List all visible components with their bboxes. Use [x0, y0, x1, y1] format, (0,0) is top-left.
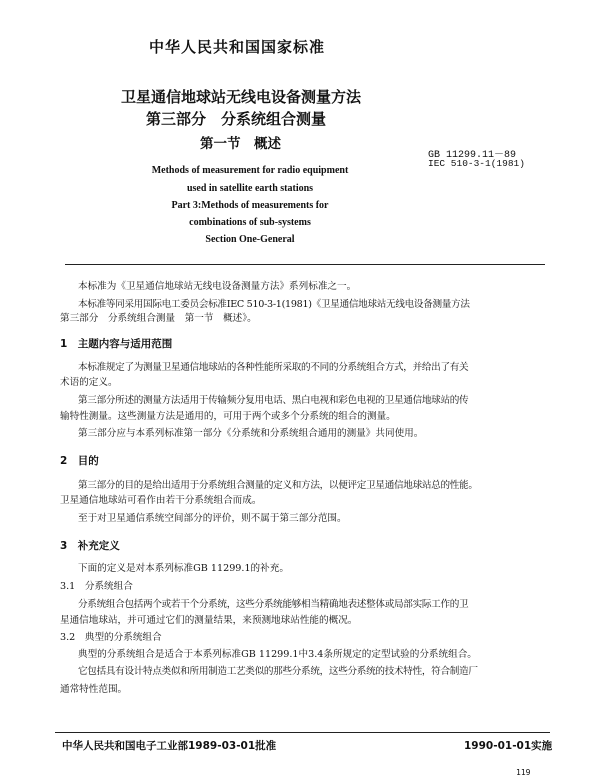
section-1-paragraph-2-line-1: 第三部分所述的测量方法适用于传输频分复用电话、黑白电视和彩色电视的卫星通信地球站的传 [78, 395, 469, 406]
section-3-2-line-1: 典型的分系统组合是适合于本系列标准GB 11299.1中3.4条所规定的定型试验的分系统组合。 [78, 649, 477, 660]
intro-paragraph-1: 本标准为《卫星通信地球站无线电设备测量方法》系列标准之一。 [78, 281, 357, 292]
section-3-1-line-2: 星通信地球站，并可通过它们的测量结果，来预测地球站性能的概况。 [60, 615, 358, 626]
english-title-line-1: Methods of measurement for radio equipment [151, 165, 349, 176]
header-divider [65, 264, 545, 265]
footer-divider [55, 732, 550, 733]
section-3-2-line-3: 通常特性范围。 [60, 684, 128, 695]
intro-paragraph-2-line-2: 第三部分 分系统组合测量 第一节 概述》。 [60, 313, 257, 324]
iec-number: IEC 510-3-1(1981) [428, 158, 525, 169]
section-1-paragraph-2-line-2: 输特性测量。这些测量方法是通用的，可用于两个或多个分系统的组合的测量。 [60, 411, 396, 422]
section-3-1-line-1: 分系统组合包括两个或若干个分系统，这些分系统能够相当精确地表述整体或局部实际工作的卫 [78, 599, 469, 610]
national-standard-label: 中华人民共和国国家标准 [149, 38, 326, 56]
english-title-line-5: Section One-General [205, 234, 295, 245]
implementation-date: 1990-01-01实施 [464, 740, 553, 752]
section-1-paragraph-1-line-2: 术语的定义。 [60, 377, 118, 388]
section-3-2-heading: 3.2 典型的分系统组合 [60, 632, 162, 643]
section-3-paragraph-1: 下面的定义是对本系列标准GB 11299.1的补充。 [78, 563, 289, 574]
section-2-paragraph-2: 至于对卫星通信系统空间部分的评价，则不属于第三部分范围。 [78, 513, 347, 524]
section-1-paragraph-3: 第三部分应与本系列标准第一部分《分系统和分系统组合通用的测量》共同使用。 [78, 428, 424, 439]
page-number: 119 [516, 768, 531, 777]
section-2-heading: 2 目的 [60, 455, 99, 467]
section-1-heading: 1 主题内容与适用范围 [60, 338, 173, 350]
section-3-1-heading: 3.1 分系统组合 [60, 581, 133, 592]
section-3-heading: 3 补充定义 [60, 540, 120, 552]
title-line-2: 第三部分 分系统组合测量 [146, 110, 327, 128]
standard-number: GB 11299.11－89 [428, 150, 517, 161]
section-2-paragraph-1-line-2: 卫星通信地球站可看作由若干分系统组合而成。 [60, 495, 262, 506]
english-title-line-2: used in satellite earth stations [186, 183, 314, 194]
title-line-1: 卫星通信地球站无线电设备测量方法 [121, 88, 362, 106]
english-title-line-4: combinations of sub-systems [189, 217, 311, 228]
section-2-paragraph-1-line-1: 第三部分的目的是给出适用于分系统组合测量的定义和方法，以便评定卫星通信地球站总的性能。 [78, 480, 478, 491]
approval-label: 中华人民共和国电子工业部1989-03-01批准 [62, 740, 277, 752]
english-title-line-3: Part 3:Methods of measurements for [171, 200, 329, 211]
title-line-3: 第一节 概述 [200, 136, 281, 152]
section-3-2-line-2: 它包括具有设计特点类似和所用制造工艺类似的那些分系统，这些分系统的技术特性，符合制造厂 [78, 666, 478, 677]
section-1-paragraph-1-line-1: 本标准规定了为测量卫星通信地球站的各种性能所采取的不同的分系统组合方式，并给出了有关 [78, 362, 469, 373]
intro-paragraph-2-line-1: 本标准等同采用国际电工委员会标准IEC 510-3-1(1981)《卫星通信地球站无线电设备测量方法 [78, 299, 470, 310]
